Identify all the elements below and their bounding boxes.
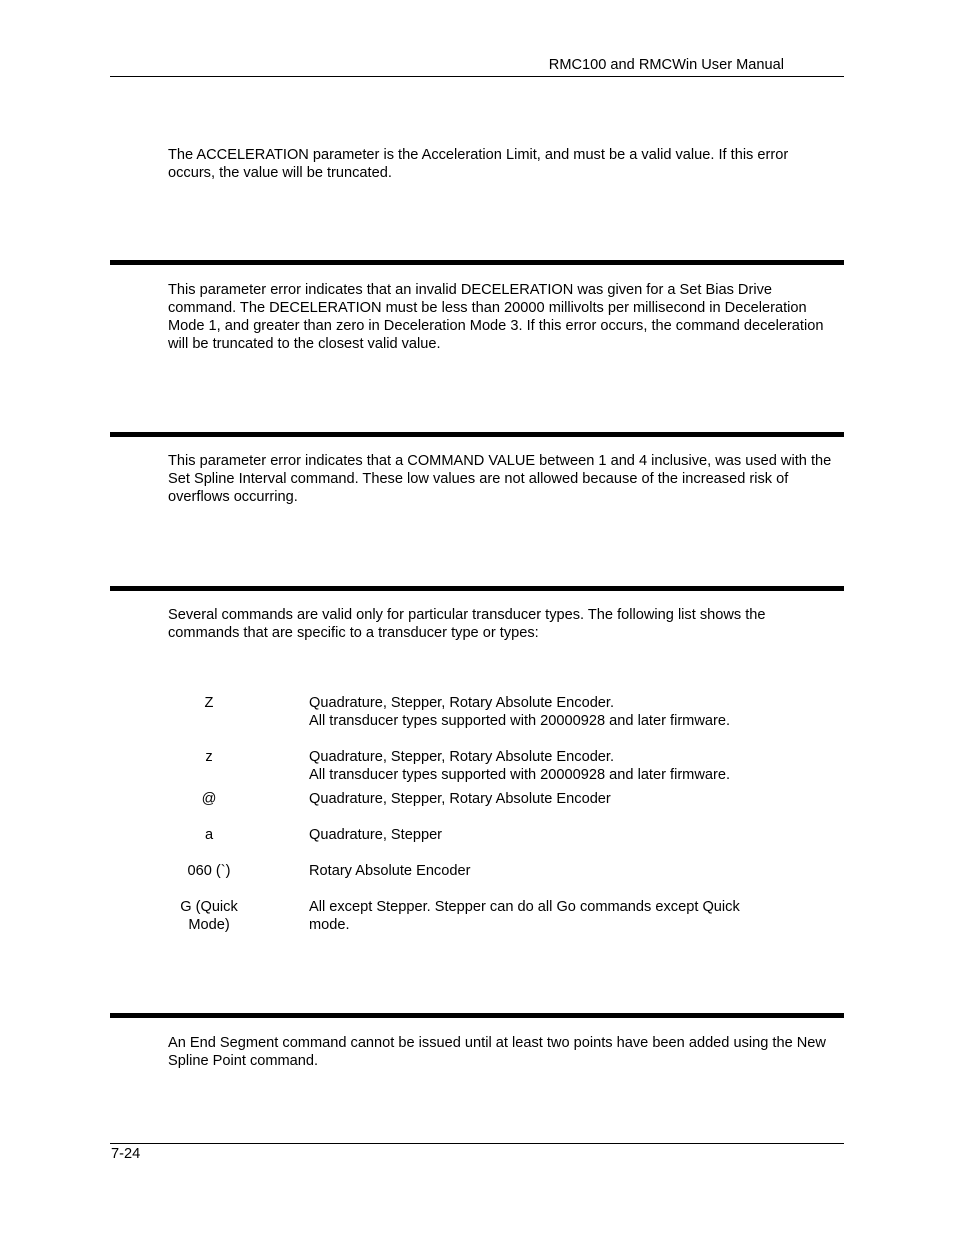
section-divider [110,432,844,437]
running-header-title: RMC100 and RMCWin User Manual [548,57,784,73]
footer-rule [110,1143,844,1144]
command-note: All transducer types supported with 20000928 and later firmware. [309,713,731,729]
command-name: z [205,749,213,765]
command-transducers: Quadrature, Stepper [309,827,443,843]
command-note: All transducer types supported with 20000928 and later firmware. [309,767,731,783]
command-name: Z [204,695,214,711]
command-transducers: Rotary Absolute Encoder [309,863,471,879]
section-divider [110,260,844,265]
end-segment-error-description: An End Segment command cannot be issued until at least two points have been added using the New Spline Point command. [168,1035,826,1069]
command-transducers: All except Stepper. Stepper can do all Go commands except Quick mode. [309,899,740,933]
deceleration-error-description: This parameter error indicates that an invalid DECELERATION was given for a Set Bias Drive command. The DECELERATION must be less than 20000 millivolts per millisecond in Deceleration Mode 1, and greater than zero in Deceleration Mode 3. If this error occurs, the command deceleration will be truncated to the closest valid value. [168,282,824,352]
command-transducers: Quadrature, Stepper, Rotary Absolute Encoder [309,791,611,807]
section-divider [110,586,844,591]
acceleration-error-description: The ACCELERATION parameter is the Acceleration Limit, and must be a valid value. If this error occurs, the value will be truncated. [168,147,789,181]
spline-interval-error-description: This parameter error indicates that a COMMAND VALUE between 1 and 4 inclusive, was used with the Set Spline Interval command. These low values are not allowed because of the increased risk of overflows occurring. [168,453,832,505]
section-divider [110,1013,844,1018]
command-transducers: Quadrature, Stepper, Rotary Absolute Encoder. [309,695,615,711]
header-rule [110,76,844,77]
transducer-commands-intro: Several commands are valid only for particular transducer types. The following list shows the commands that are specific to a transducer type or types: [168,607,766,641]
command-name: 060 (`) [187,863,231,879]
command-name: @ [201,791,217,807]
command-name: G (Quick Mode) [180,899,238,933]
page-number: 7-24 [111,1146,141,1162]
command-name: a [204,827,214,843]
command-transducers: Quadrature, Stepper, Rotary Absolute Encoder. [309,749,615,765]
